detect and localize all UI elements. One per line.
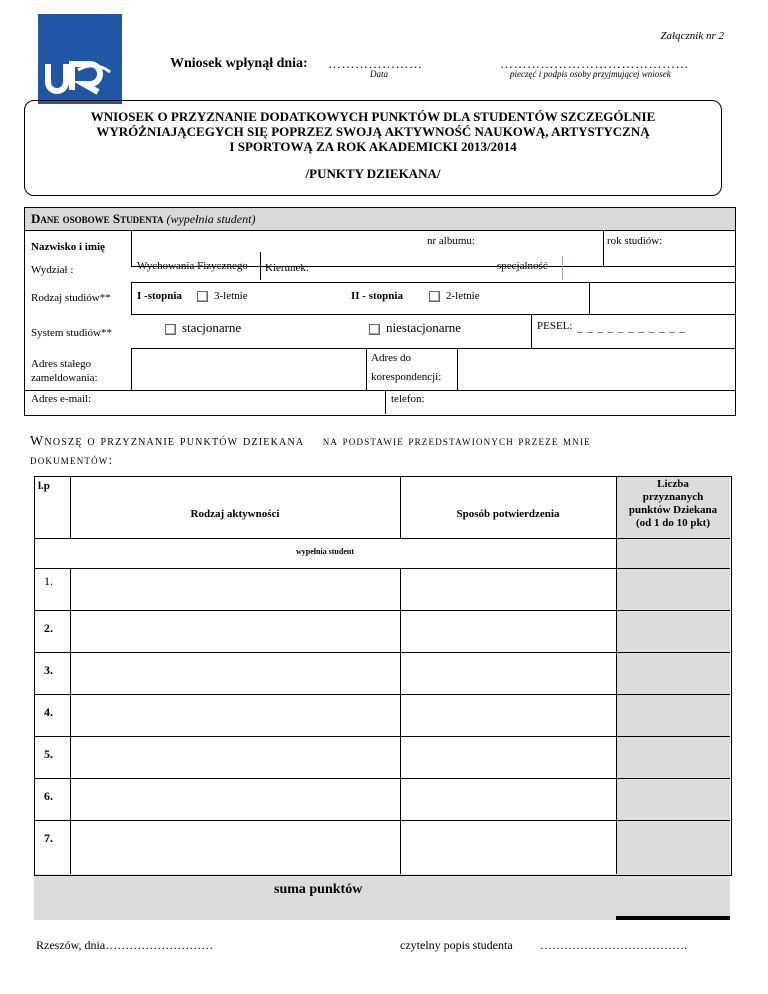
correspondence-address-input[interactable] [459,350,729,388]
table-row-number: 7. [44,831,53,845]
three-year-label: 3-letnie [214,290,248,302]
points-header-line-3: punktów Dziekana [628,504,718,516]
form-subtitle: /PUNKTY DZIEKANA/ [305,166,441,181]
signature-label: czytelny popis studenta [400,938,513,952]
permanent-address-label-1: Adres stałego [31,358,92,370]
name-label: Nazwisko i imię [31,241,105,253]
points-header-line-1: Liczba [657,478,689,490]
study-system-label: System studiów** [31,327,112,339]
pesel-label: PESEL: [537,320,573,332]
faculty-value: Wychowania Fizycznego [137,260,248,272]
university-logo [38,14,122,104]
album-number-label: nr albumu: [427,235,475,247]
personal-data-header [25,208,735,231]
email-label: Adres e-mail: [31,393,92,405]
place-date-field[interactable]: Rzeszów, dnia……………………… [36,938,214,952]
points-header-line-2: przyznanych [642,491,704,503]
points-sum-label: suma punktów [274,882,363,897]
correspondence-address-label-1: Adres do [371,352,412,364]
column-header-lp: l.p [38,480,50,492]
form-title-line-2: WYRÓŻNIAJĄCEGYCH SIĘ POPRZEZ SWOJĄ AKTYWNOŚĆ NAUKOWĄ, ARTYSTYCZNĄ [96,124,650,139]
stationary-checkbox[interactable] [165,324,176,335]
personal-data-section [24,207,736,416]
stationary-label: stacjonarne [182,320,242,335]
personal-data-heading: Dane osobowe Studenta [31,211,164,226]
column-header-confirmation: Sposób potwierdzenia [456,508,560,520]
ur-logo-icon [38,14,122,104]
phone-label: telefon: [391,393,425,405]
table-row-number: 6. [44,789,53,803]
three-year-option[interactable] [197,290,248,302]
request-text-part-2: na podstawie przedstawionych przeze mnie [322,433,591,448]
activity-cell[interactable] [71,569,399,609]
date-caption: Data [370,69,388,79]
form-title-line-3: I SPORTOWĄ ZA ROK AKADEMICKI 2013/2014 [229,139,517,154]
two-year-label: 2-letnie [446,290,480,302]
column-header-activity: Rodzaj aktywności [190,508,280,520]
correspondence-address-label-2: korespondencji: [371,371,442,383]
personal-data-note: (wypełnia student) [166,212,256,226]
column-header-points [616,478,730,530]
stationary-option[interactable] [165,320,241,336]
request-statement [30,432,730,469]
form-title-box [24,100,722,196]
signature-field[interactable]: ………………………………. [540,938,687,952]
faculty-label: Wydział : [31,264,74,276]
points-header-line-4: (od 1 do 10 pkt) [636,517,710,529]
activities-table [34,476,730,920]
study-type-label: Rodzaj studiów** [31,292,111,304]
table-row-number: 4. [44,705,53,719]
table-row-number: 2. [44,621,53,635]
table-row-number: 3. [44,663,53,677]
direction-label: Kierunek: [265,262,309,274]
stamp-signature-field[interactable]: …………………………………… [500,56,689,71]
received-date-label: Wniosek wpłynął dnia: [170,56,308,71]
pesel-input[interactable]: _ _ _ _ _ _ _ _ _ _ _ [577,322,686,334]
request-text-part-1: Wnoszę o przyznanie punktów dziekana [30,434,305,449]
permanent-address-input[interactable] [133,350,365,388]
table-row-number: 5. [44,747,53,761]
specialty-label: specjalność [497,260,548,272]
stamp-caption: pieczęć i podpis osoby przyjmującej wniosek [510,69,671,79]
table-row-number: 1. [44,574,53,588]
annex-number: Załącznik nr 2 [660,30,724,42]
non-stationary-checkbox[interactable] [369,324,380,335]
confirmation-cell[interactable] [401,569,615,609]
student-fills-note: wypełnia student [295,547,354,556]
two-year-checkbox[interactable] [429,291,440,302]
permanent-address-label-2: zameldowania: [31,372,98,384]
study-year-label: rok studiów: [607,235,663,247]
two-year-option[interactable] [429,290,480,302]
received-date-field[interactable]: ………………… [328,56,423,71]
non-stationary-option[interactable] [369,320,461,336]
second-degree-label: II - stopnia [351,290,403,302]
form-title-line-1: WNIOSEK O PRZYZNANIE DODATKOWYCH PUNKTÓW DLA STUDENTÓW SZCZEGÓLNIE [90,109,656,124]
three-year-checkbox[interactable] [197,291,208,302]
non-stationary-label: niestacjonarne [386,320,462,335]
first-degree-label: I -stopnia [137,290,182,302]
request-text-part-3: dokumentów: [30,452,114,467]
